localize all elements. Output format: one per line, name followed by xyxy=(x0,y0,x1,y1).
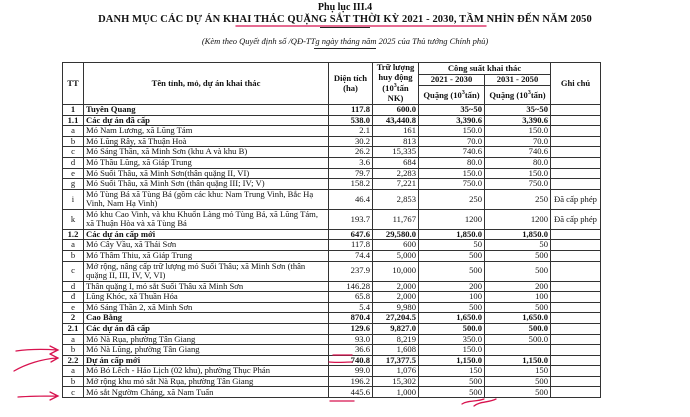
cell-name: Cao Bằng xyxy=(84,313,329,324)
cell-c2: 1,150.0 xyxy=(485,355,551,366)
cell-reserve: 2,000 xyxy=(373,292,419,303)
col-header-period-2: 2031 - 2050 xyxy=(485,75,551,86)
cell-c2: 500 xyxy=(485,261,551,281)
cell-c1: 35~50 xyxy=(419,105,485,116)
cell-note xyxy=(551,179,601,190)
cell-area: 26.2 xyxy=(329,147,373,158)
cell-tt: d xyxy=(63,281,84,292)
cell-area: 193.7 xyxy=(329,209,373,229)
cell-area: 2.1 xyxy=(329,126,373,137)
cell-c1: 500.0 xyxy=(419,323,485,334)
cell-area: 36.6 xyxy=(329,345,373,356)
cell-reserve: 684 xyxy=(373,157,419,168)
table-row xyxy=(63,292,601,303)
cell-c2: 100 xyxy=(485,292,551,303)
cell-c1: 500 xyxy=(419,250,485,261)
cell-name: Mỏ Tùng Bá xã Tùng Bá (gồm các khu: Nam Trung Vinh, Bắc Hạ Vinh, Nam Hạ Vinh) xyxy=(84,189,329,209)
cell-c2: 740.6 xyxy=(485,147,551,158)
table-row xyxy=(63,355,601,366)
cell-tt: a xyxy=(63,334,84,345)
table-row xyxy=(63,147,601,158)
cell-name: Mỏ Cây Vầu, xã Thái Sơn xyxy=(84,240,329,251)
col-header-tt: TT xyxy=(63,63,84,105)
cell-c2: 500 xyxy=(485,302,551,313)
cell-reserve: 1,076 xyxy=(373,366,419,377)
table-row xyxy=(63,136,601,147)
cell-reserve: 9,980 xyxy=(373,302,419,313)
cell-name: Mỏ Sáng Thần, xã Minh Sơn (khu A và khu B) xyxy=(84,147,329,158)
cell-area: 99.0 xyxy=(329,366,373,377)
red-arrow-2 xyxy=(14,354,58,371)
cell-note xyxy=(551,157,601,168)
table-row xyxy=(63,323,601,334)
col-header-unit-2: Quặng $(10^3tấn)$ xyxy=(485,86,551,105)
cell-tt: c xyxy=(63,147,84,158)
title-divider xyxy=(320,27,370,28)
cell-tt: a xyxy=(63,366,84,377)
cell-name: Mỏ Sáng Thần 2, xã Minh Sơn xyxy=(84,302,329,313)
cell-area: 117.8 xyxy=(329,240,373,251)
table-row xyxy=(63,189,601,209)
cell-c2: 750.0 xyxy=(485,179,551,190)
col-header-note: Ghi chú xyxy=(551,63,601,105)
cell-note xyxy=(551,323,601,334)
cell-tt: b xyxy=(63,345,84,356)
col-header-capacity: Công suất khai thác xyxy=(419,63,551,75)
cell-area: 445.6 xyxy=(329,387,373,398)
cell-c1: 150.0 xyxy=(419,126,485,137)
cell-reserve: 1,000 xyxy=(373,387,419,398)
cell-reserve: 27,204.5 xyxy=(373,313,419,324)
cell-name: Mỏ Nam Lương, xã Lũng Tám xyxy=(84,126,329,137)
cell-note xyxy=(551,345,601,356)
subtitle-divider xyxy=(314,48,376,49)
cell-c2: 500.0 xyxy=(485,334,551,345)
table-row xyxy=(63,376,601,387)
cell-c1: 80.0 xyxy=(419,157,485,168)
cell-c2: 150 xyxy=(485,366,551,377)
cell-c1: 500 xyxy=(419,261,485,281)
table-row xyxy=(63,313,601,324)
cell-tt: 2 xyxy=(63,313,84,324)
table-row xyxy=(63,302,601,313)
cell-note xyxy=(551,292,601,303)
col-header-reserve-label: Trữ lượng xyxy=(376,62,415,73)
table-row xyxy=(63,157,601,168)
cell-area: 93.0 xyxy=(329,334,373,345)
table-row xyxy=(63,115,601,126)
cell-note xyxy=(551,355,601,366)
cell-c2: 1,650.0 xyxy=(485,313,551,324)
cell-name: Các dự án đã cấp xyxy=(84,115,329,126)
cell-area: 30.2 xyxy=(329,136,373,147)
cell-c1: 750.0 xyxy=(419,179,485,190)
cell-reserve: 2,000 xyxy=(373,281,419,292)
cell-note xyxy=(551,240,601,251)
underline-capacity-2 xyxy=(474,399,496,406)
document-title: DANH MỤC CÁC DỰ ÁN KHAI THÁC QUẶNG SẮT THỜI KỲ 2021 - 2030, TẦM NHÌN ĐẾN NĂM 2050 xyxy=(98,14,592,25)
cell-tt: c xyxy=(63,261,84,281)
cell-tt: b xyxy=(63,250,84,261)
cell-tt: 1.2 xyxy=(63,229,84,240)
cell-c1: 740.6 xyxy=(419,147,485,158)
col-header-area xyxy=(329,63,373,105)
cell-c2: 35~50 xyxy=(485,105,551,116)
cell-tt: 2.1 xyxy=(63,323,84,334)
cell-c1: 1200 xyxy=(419,209,485,229)
cell-tt: a xyxy=(63,126,84,137)
col-header-reserve xyxy=(373,63,419,105)
cell-c2: 500 xyxy=(485,250,551,261)
cell-note xyxy=(551,313,601,324)
table-row xyxy=(63,261,601,281)
red-arrow-3 xyxy=(18,392,58,400)
cell-c2 xyxy=(485,345,551,356)
cell-c2: 200 xyxy=(485,281,551,292)
cell-area: 5.4 xyxy=(329,302,373,313)
table-row xyxy=(63,387,601,398)
cell-c2: 500 xyxy=(485,376,551,387)
cell-reserve: 15,302 xyxy=(373,376,419,387)
cell-reserve: 15,335 xyxy=(373,147,419,158)
cell-c1: 200 xyxy=(419,281,485,292)
cell-name: Dự án cấp mới xyxy=(84,355,329,366)
cell-tt: 1 xyxy=(63,105,84,116)
cell-c1: 1,850.0 xyxy=(419,229,485,240)
cell-name: Mỏ Suối Thâu, xã Minh Sơn(thân quặng II, VI) xyxy=(84,168,329,179)
cell-note xyxy=(551,376,601,387)
cell-c1: 150.0 xyxy=(419,168,485,179)
cell-tt: e xyxy=(63,168,84,179)
cell-area: 538.0 xyxy=(329,115,373,126)
cell-reserve: 161 xyxy=(373,126,419,137)
cell-c1: 500 xyxy=(419,302,485,313)
cell-area: 196.2 xyxy=(329,376,373,387)
cell-note xyxy=(551,136,601,147)
col-header-reserve-unit: ($10^3tấn$ NK) xyxy=(382,83,409,104)
table-row xyxy=(63,179,601,190)
cell-area: 870.4 xyxy=(329,313,373,324)
table-row xyxy=(63,334,601,345)
cell-name: Thân quặng I, mỏ sắt Suối Thâu xã Minh Sơn xyxy=(84,281,329,292)
cell-c1: 250 xyxy=(419,189,485,209)
col-header-unit-1: Quặng $(10^3tấn)$ xyxy=(419,86,485,105)
cell-note: Đã cấp phép xyxy=(551,189,601,209)
cell-name: Mỏ Bó Lếch - Hảo Lịch (02 khu), phường Thục Phán xyxy=(84,366,329,377)
cell-name: Mỏ Nà Lũng, phường Tân Giang xyxy=(84,345,329,356)
cell-name: Mỏ Suối Thâu, xã Minh Sơn (thân quặng III; IV; V) xyxy=(84,179,329,190)
cell-reserve: 29,580.0 xyxy=(373,229,419,240)
cell-c1: 350.0 xyxy=(419,334,485,345)
cell-c1: 1,650.0 xyxy=(419,313,485,324)
table-row xyxy=(63,229,601,240)
col-header-period-1: 2021 - 2030 xyxy=(419,75,485,86)
cell-name: Mỏ sắt Ngườm Cháng, xã Nam Tuấn xyxy=(84,387,329,398)
cell-note xyxy=(551,302,601,313)
red-arrow-1 xyxy=(16,346,58,354)
cell-note xyxy=(551,147,601,158)
cell-c1: 500 xyxy=(419,387,485,398)
cell-note xyxy=(551,105,601,116)
cell-c2: 500 xyxy=(485,387,551,398)
cell-c2: 500.0 xyxy=(485,323,551,334)
cell-area: 46.4 xyxy=(329,189,373,209)
cell-tt: b xyxy=(63,376,84,387)
cell-c2: 1200 xyxy=(485,209,551,229)
cell-c2: 3,390.6 xyxy=(485,115,551,126)
cell-name: Mỏ Thầu Lũng, xã Giáp Trung xyxy=(84,157,329,168)
cell-c2: 150.0 xyxy=(485,126,551,137)
col-header-name: Tên tỉnh, mỏ, dự án khai thác xyxy=(84,63,329,105)
cell-name: Mỏ Thâm Thiu, xã Giáp Trung xyxy=(84,250,329,261)
table-row xyxy=(63,209,601,229)
cell-reserve: 2,283 xyxy=(373,168,419,179)
cell-name: Mỏ khu Cao Vinh, và khu Khuổn Làng mỏ Tùng Bá, xã Lũng Tám, xã Thuận Hòa và xã Tùng Bá xyxy=(84,209,329,229)
cell-note xyxy=(551,334,601,345)
cell-name: Mở rộng, nâng cấp trữ lượng mỏ Suối Thâu; xã Minh Sơn (thân quặng II, III, IV, V, VI) xyxy=(84,261,329,281)
cell-tt: b xyxy=(63,136,84,147)
cell-area: 117.8 xyxy=(329,105,373,116)
cell-reserve: 10,000 xyxy=(373,261,419,281)
cell-note xyxy=(551,126,601,137)
table-row xyxy=(63,105,601,116)
cell-area: 740.8 xyxy=(329,355,373,366)
cell-area: 237.9 xyxy=(329,261,373,281)
document-subtitle: (Kèm theo Quyết định số /QĐ-TTg ngày tháng năm 2025 của Thủ tướng Chính phủ) xyxy=(201,36,489,46)
cell-note xyxy=(551,261,601,281)
cell-c1: 50 xyxy=(419,240,485,251)
cell-tt: c xyxy=(63,387,84,398)
cell-c1: 150.0 xyxy=(419,345,485,356)
cell-note: Đã cấp phép xyxy=(551,209,601,229)
cell-name: Mỏ Nà Rụa, phường Tân Giang xyxy=(84,334,329,345)
table-row xyxy=(63,281,601,292)
cell-tt: i xyxy=(63,189,84,209)
cell-name: Mở rộng khu mỏ sắt Nà Rụa, phường Tân Giang xyxy=(84,376,329,387)
cell-tt: e xyxy=(63,302,84,313)
cell-tt: 1.1 xyxy=(63,115,84,126)
cell-c2: 250 xyxy=(485,189,551,209)
underline-capacity-1 xyxy=(462,399,484,404)
cell-area: 129.6 xyxy=(329,323,373,334)
cell-tt: k xyxy=(63,209,84,229)
cell-c2: 1,850.0 xyxy=(485,229,551,240)
cell-reserve: 813 xyxy=(373,136,419,147)
mining-projects-table xyxy=(62,62,601,398)
cell-c1: 100 xyxy=(419,292,485,303)
cell-note xyxy=(551,250,601,261)
cell-reserve: 17,377.5 xyxy=(373,355,419,366)
cell-reserve: 1,608 xyxy=(373,345,419,356)
cell-name: Mỏ Lũng Rây, xã Thuận Hoà xyxy=(84,136,329,147)
cell-note xyxy=(551,229,601,240)
table-row xyxy=(63,126,601,137)
col-header-area-unit: (ha) xyxy=(343,82,358,93)
col-header-area-label: Diện tích xyxy=(333,72,368,83)
cell-note xyxy=(551,115,601,126)
cell-note xyxy=(551,387,601,398)
cell-c2: 150.0 xyxy=(485,168,551,179)
cell-c2: 80.0 xyxy=(485,157,551,168)
cell-reserve: 600 xyxy=(373,240,419,251)
cell-tt: a xyxy=(63,240,84,251)
cell-tt: đ xyxy=(63,292,84,303)
cell-reserve: 9,827.0 xyxy=(373,323,419,334)
table-row xyxy=(63,240,601,251)
cell-area: 3.6 xyxy=(329,157,373,168)
table-row xyxy=(63,366,601,377)
cell-note xyxy=(551,366,601,377)
cell-tt: 2.2 xyxy=(63,355,84,366)
cell-reserve: 8,219 xyxy=(373,334,419,345)
table-row xyxy=(63,250,601,261)
cell-name: Các dự án đã cấp xyxy=(84,323,329,334)
cell-area: 647.6 xyxy=(329,229,373,240)
cell-reserve: 7,221 xyxy=(373,179,419,190)
table-body xyxy=(63,105,601,398)
appendix-label: Phụ lục III.4 xyxy=(317,2,373,13)
cell-area: 74.4 xyxy=(329,250,373,261)
cell-c1: 3,390.6 xyxy=(419,115,485,126)
cell-reserve: 600.0 xyxy=(373,105,419,116)
cell-area: 158.2 xyxy=(329,179,373,190)
cell-reserve: 2,853 xyxy=(373,189,419,209)
cell-name: Các dự án cấp mới xyxy=(84,229,329,240)
cell-reserve: 5,000 xyxy=(373,250,419,261)
cell-c1: 1,150.0 xyxy=(419,355,485,366)
cell-area: 79.7 xyxy=(329,168,373,179)
cell-name: Lũng Khóc, xã Thuần Hóa xyxy=(84,292,329,303)
cell-c1: 150 xyxy=(419,366,485,377)
cell-note xyxy=(551,281,601,292)
cell-tt: d xyxy=(63,157,84,168)
cell-area: 146.28 xyxy=(329,281,373,292)
cell-note xyxy=(551,168,601,179)
cell-area: 65.8 xyxy=(329,292,373,303)
table-row xyxy=(63,168,601,179)
cell-c2: 70.0 xyxy=(485,136,551,147)
cell-reserve: 43,440.8 xyxy=(373,115,419,126)
table-row xyxy=(63,345,601,356)
cell-c1: 500 xyxy=(419,376,485,387)
cell-c1: 70.0 xyxy=(419,136,485,147)
cell-name: Tuyên Quang xyxy=(84,105,329,116)
col-header-reserve-label-2: huy động xyxy=(378,71,413,82)
cell-tt: g xyxy=(63,179,84,190)
cell-c2: 50 xyxy=(485,240,551,251)
cell-reserve: 11,767 xyxy=(373,209,419,229)
